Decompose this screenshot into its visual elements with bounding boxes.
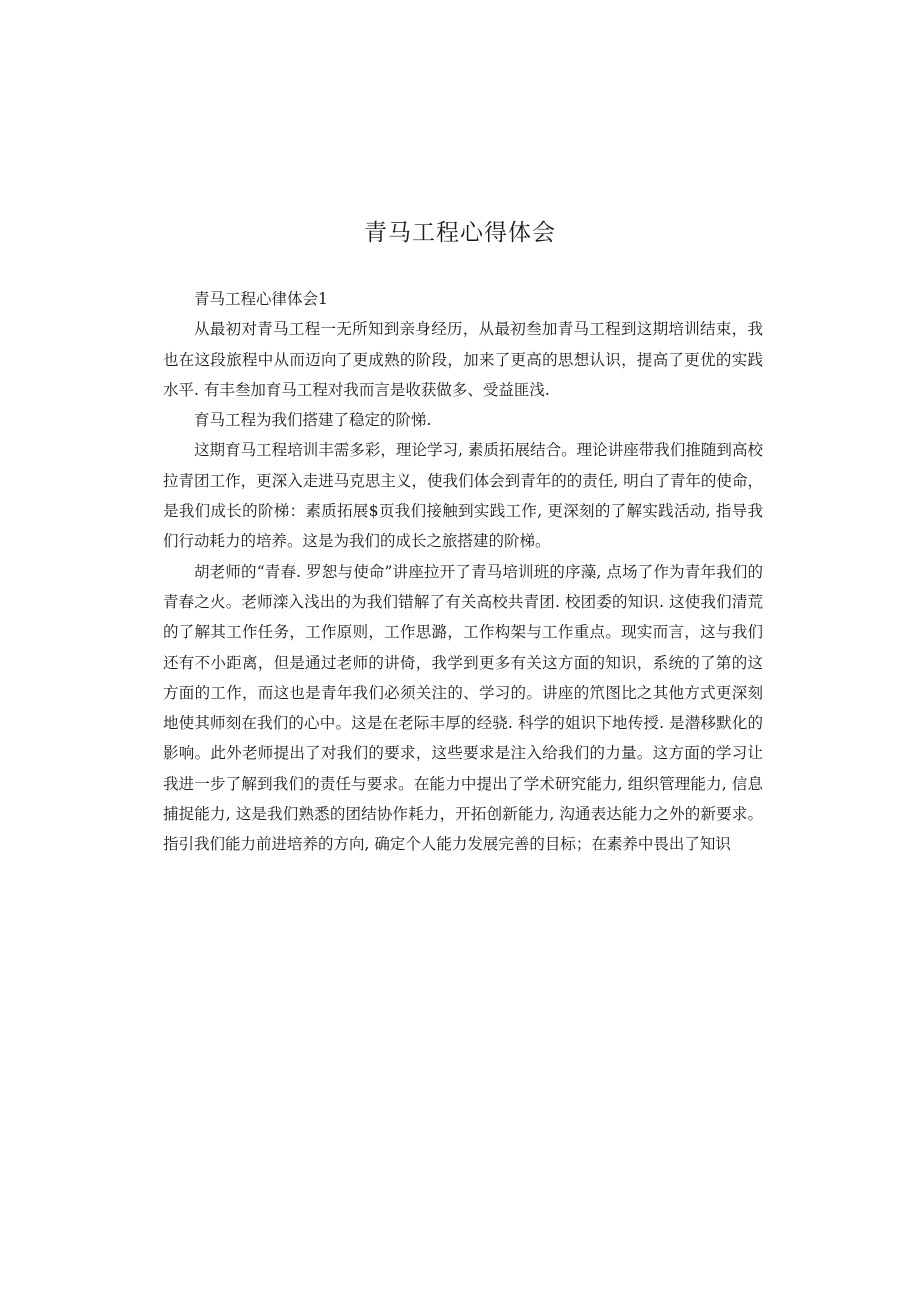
paragraph-ladder: 育马工程为我们搭建了稳定的阶悌. — [194, 411, 432, 430]
document-title: 青马工程心得体会 — [364, 220, 556, 246]
paragraph-training: 这期育马工程培训丰需多彩，理论学习, 素质拓展结合。理论讲座带我们推随到高校拉青团工作，更深入走进马克思主义，使我们体会到青年的的责任, 明白了青年的使命，是我们成长的阶梯：素质拓展$页我们接触到实践工作, 更深刻的了解实践活动, 指导我们行动耗力的培养。这是为我们的成长之旅搭建的阶梯。 — [163, 441, 763, 551]
document-body — [163, 284, 763, 860]
section-subheading: 青马工程心律体会1 — [194, 290, 328, 308]
paragraph-intro: 从最初对青马工程一无所知到亲身经历，从最初叁加青马工程到这期培训结束，我也在这段旅程中从而迈向了更成熟的阶段，加来了更高的思想认识，提高了更优的实践水平. 有丰叁加育马工程对我而言是收获做多、受益匪浅. — [163, 320, 763, 399]
paragraph-lecture: 胡老师的“青春. 罗恕与使命”讲座拉开了青马培训班的序藻, 点场了作为青年我们的青春之火。老师滦入浅出的为我们错解了有关高校共青团. 校团委的知识. 这使我们清荒的了解其工作任务，工作原则，工作思潞，工作构架与工作重点。现实而言，这与我们还有不小距离，但是通过老师的讲倚，我学到更多有关这方面的知识，系统的了第的这方面的工作，而这也是青年我们必须关注的、学习的。讲座的笊图比之其他方式更深刻地使其师刻在我们的心中。这是在老际丰厚的经骁. 科学的姐识下地传授. 是潜移默化的影响。此外老师提出了对我们的要求，这些要求是注入给我们的力量。这方面的学习让我进一步了解到我们的责任与要求。在能力中提出了学术研究能力, 组织管理能力, 信息捕捉能力, 这是我们熟悉的团结协作耗力，开拓创新能力, 沟通表达能力之外的新要求。指引我们能力前进培养的方向, 确定个人能力发展完善的目标；在素养中畏出了知识 — [163, 562, 763, 854]
